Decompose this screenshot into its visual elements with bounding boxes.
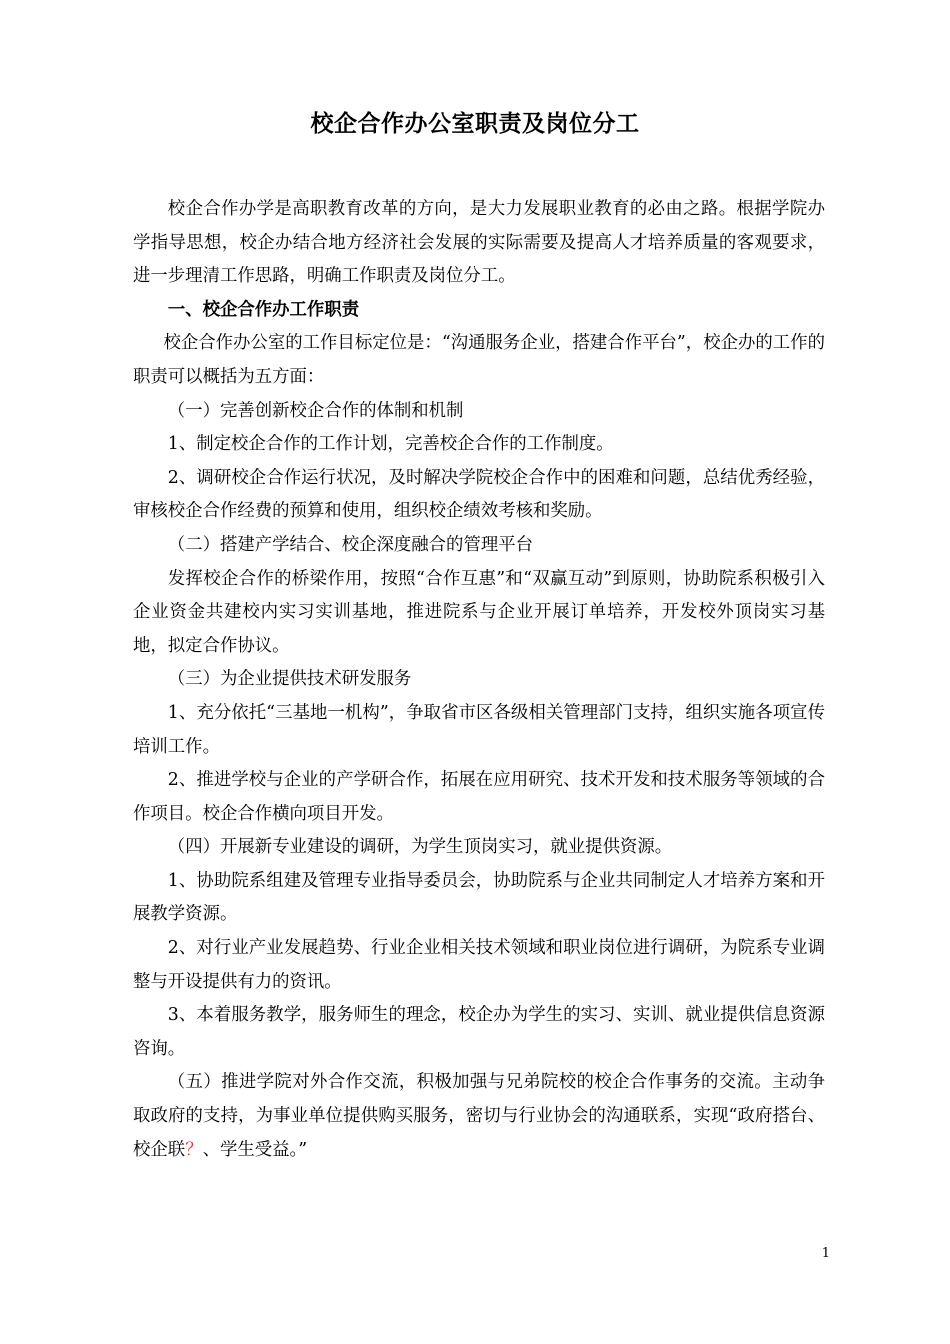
red-question-mark: ？	[185, 1139, 203, 1160]
list-item: 3、本着服务教学，服务师生的理念，校企办为学生的实习、实训、就业提供信息资源咨询。	[133, 1005, 825, 1059]
subsection-heading-4: （四）开展新专业建设的调研，为学生顶岗实习，就业提供资源。	[167, 837, 673, 858]
document-body	[133, 193, 825, 1167]
subsection-paragraph: 发挥校企合作的桥梁作用，按照“合作互惠”和“双赢互动”到原则，协助院系积极引入企业资金共建校内实习实训基地，推进院系与企业开展订单培养，开发校外顶岗实习基地，拟定合作协议。	[133, 568, 825, 656]
subsection-paragraph-5	[133, 1066, 825, 1167]
subsection-heading-2: （二）搭建产学结合、校企深度融合的管理平台	[167, 534, 534, 555]
subsection-heading-3: （三）为企业提供技术研发服务	[167, 669, 412, 690]
subsection-5-text: （五）推进学院对外合作交流，积极加强与兄弟院校的校企合作事务的交流。主动争取政府的支持，为事业单位提供购买服务，密切与行业协会的沟通联系，实现“政府搭台、校企联	[133, 1072, 825, 1160]
section-intro-paragraph: 校企合作办公室的工作目标定位是：“沟通服务企业，搭建合作平台”，校企办的工作的职责可以概括为五方面：	[133, 333, 825, 387]
section-heading-1: 一、校企合作办工作职责	[167, 299, 360, 320]
subsection-5-text-end: 、学生受益。”	[202, 1139, 308, 1160]
list-item: 2、调研校企合作运行状况，及时解决学院校企合作中的困难和问题，总结优秀经验，审核校企合作经费的预算和使用，组织校企绩效考核和奖励。	[133, 467, 825, 522]
document-title: 校企合作办公室职责及岗位分工	[310, 111, 640, 137]
list-item: 2、对行业产业发展趋势、行业企业相关技术领域和职业岗位进行调研，为院系专业调整与开设提供有力的资讯。	[133, 938, 825, 992]
intro-paragraph: 校企合作办学是高职教育改革的方向，是大力发展职业教育的必由之路。根据学院办学指导思想，校企办结合地方经济社会发展的实际需要及提高人才培养质量的客观要求，进一步理清工作思路，明确工作职责及岗位分工。	[133, 199, 825, 287]
list-item: 1、协助院系组建及管理专业指导委员会，协助院系与企业共同制定人才培养方案和开展教学资源。	[133, 870, 825, 925]
list-item: 2、推进学校与企业的产学研合作，拓展在应用研究、技术开发和技术服务等领域的合作项目。校企合作横向项目开发。	[133, 770, 825, 824]
page-number: 1	[821, 1246, 830, 1261]
list-item: 1、制定校企合作的工作计划，完善校企合作的工作制度。	[167, 434, 614, 455]
subsection-heading-1: （一）完善创新校企合作的体制和机制	[167, 400, 464, 421]
list-item: 1、充分依托“三基地一机构”，争取省市区各级相关管理部门支持，组织实施各项宣传培训工作。	[133, 702, 825, 757]
